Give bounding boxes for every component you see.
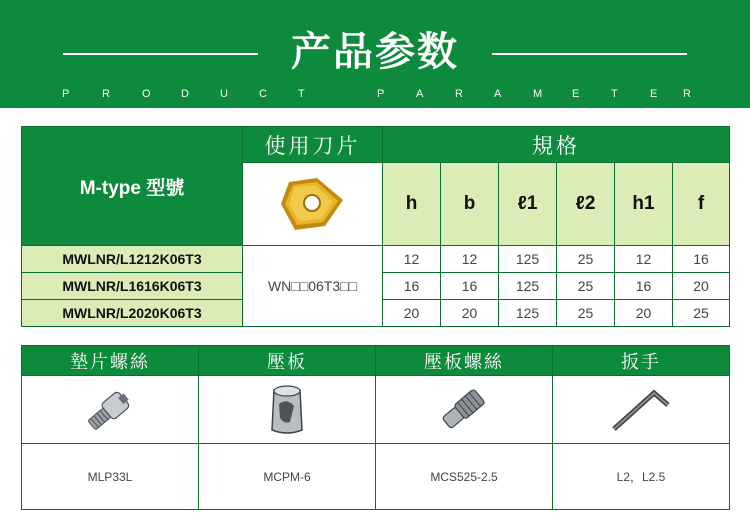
model-name: MWLNR/L2020K06T3: [21, 299, 243, 327]
value-cell: 25: [672, 299, 730, 327]
subtitle-letter: R: [102, 88, 110, 100]
subtitle-letter: E: [572, 88, 580, 100]
header-banner: [0, 0, 750, 108]
col-header-l1: ℓ1: [498, 162, 557, 246]
part-number: MLP33L: [21, 443, 199, 510]
insert-icon: [275, 174, 351, 234]
value-cell: 16: [672, 245, 730, 273]
subtitle-letter: U: [220, 88, 228, 100]
value-cell: 125: [498, 245, 557, 273]
value-cell: 20: [672, 272, 730, 300]
subtitle-letter: E: [650, 88, 658, 100]
page-title: 产品参数: [291, 29, 459, 75]
model-name: MWLNR/L1616K06T3: [21, 272, 243, 300]
col-header-h: h: [382, 162, 441, 246]
part-image-cell: [21, 375, 199, 444]
parts-header: 墊片螺絲: [21, 345, 199, 376]
subtitle-letter: C: [259, 88, 267, 100]
part-image-cell: [552, 375, 730, 444]
subtitle-letter: A: [416, 88, 424, 100]
subtitle-letter: O: [142, 88, 151, 100]
col-header-l2: ℓ2: [556, 162, 615, 246]
subtitle-letter: P: [62, 88, 70, 100]
value-cell: 125: [498, 272, 557, 300]
hex-wrench-icon: [606, 385, 676, 435]
subtitle-letter: A: [494, 88, 502, 100]
subtitle-letter: R: [683, 88, 691, 100]
value-cell: 125: [498, 299, 557, 327]
parts-table: [21, 345, 730, 510]
part-image-cell: [375, 375, 553, 444]
insert-header: 使用刀片: [242, 126, 383, 163]
title-rule-right: [492, 53, 687, 55]
title-rule-left: [63, 53, 258, 55]
clamp-screw-icon: [434, 384, 494, 436]
value-cell: 25: [556, 299, 615, 327]
insert-image-cell: [242, 162, 383, 246]
part-number: MCPM-6: [198, 443, 376, 510]
col-header-f: f: [672, 162, 730, 246]
part-image-cell: [198, 375, 376, 444]
value-cell: 16: [440, 272, 499, 300]
value-cell: 20: [382, 299, 441, 327]
subtitle-letter: M: [533, 88, 543, 100]
subtitle-letter: R: [455, 88, 463, 100]
col-header-h1: h1: [614, 162, 673, 246]
page-subtitle: [0, 86, 750, 102]
value-cell: 25: [556, 245, 615, 273]
parts-header: 扳手: [552, 345, 730, 376]
value-cell: 12: [440, 245, 499, 273]
parts-header: 壓板螺絲: [375, 345, 553, 376]
part-number: L2，L2.5: [552, 443, 730, 510]
clamp-icon: [262, 382, 312, 438]
insert-name: WN□□06T3□□: [242, 245, 383, 327]
subtitle-letter: T: [611, 88, 618, 100]
shim-screw-icon: [80, 385, 140, 435]
subtitle-letter: P: [377, 88, 385, 100]
value-cell: 12: [382, 245, 441, 273]
value-cell: 20: [614, 299, 673, 327]
spec-table: [21, 126, 730, 327]
spec-header: 規格: [382, 126, 730, 163]
col-header-b: b: [440, 162, 499, 246]
subtitle-letter: D: [181, 88, 189, 100]
model-name: MWLNR/L1212K06T3: [21, 245, 243, 273]
subtitle-letter: T: [298, 88, 305, 100]
value-cell: 20: [440, 299, 499, 327]
value-cell: 16: [382, 272, 441, 300]
part-number: MCS525-2.5: [375, 443, 553, 510]
value-cell: 12: [614, 245, 673, 273]
value-cell: 16: [614, 272, 673, 300]
type-header: M-type 型號: [21, 126, 243, 246]
parts-header: 壓板: [198, 345, 376, 376]
value-cell: 25: [556, 272, 615, 300]
